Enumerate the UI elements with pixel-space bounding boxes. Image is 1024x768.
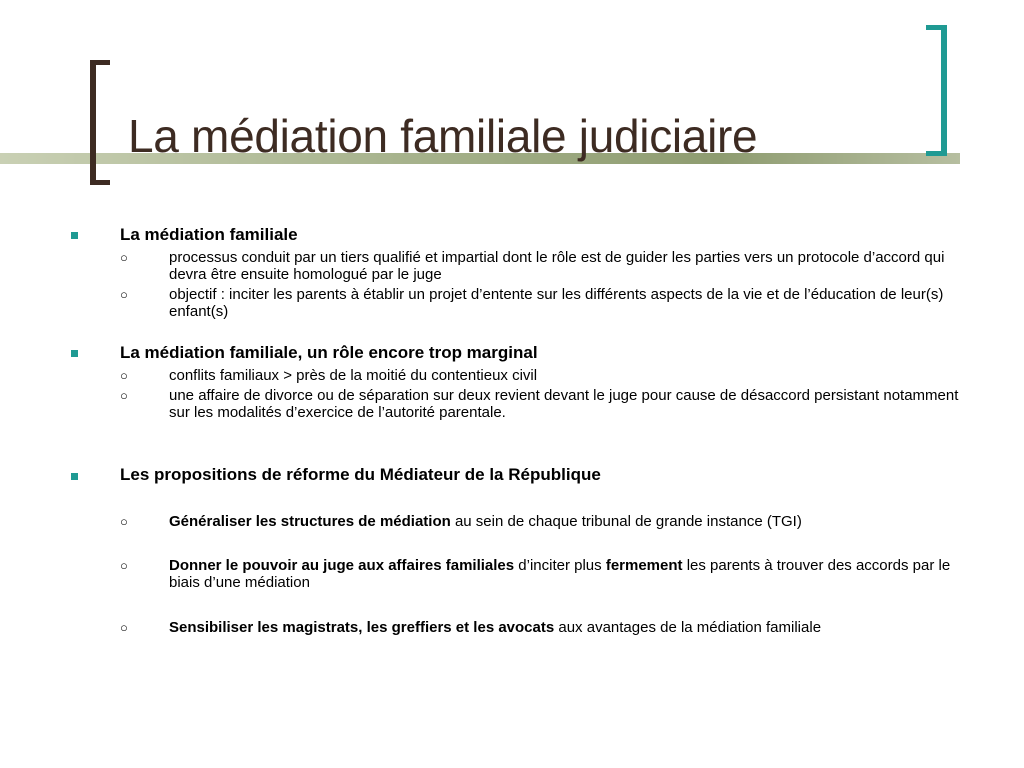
circle-bullet-icon: ○ — [120, 514, 128, 529]
list-item-emphasis: Donner le pouvoir au juge aux affaires familiales — [169, 557, 515, 574]
list-item-text: au sein de chaque tribunal de grande instance (TGI) — [450, 513, 802, 530]
list-item-emphasis: Sensibiliser les magistrats, les greffiers et les avocats — [169, 619, 555, 636]
list-item — [169, 619, 969, 636]
list-item: conflits familiaux > près de la moitié du contentieux civil — [169, 367, 538, 384]
section-heading: La médiation familiale, un rôle encore trop marginal — [120, 343, 538, 362]
list-item: objectif : inciter les parents à établir un projet d’entente sur les différents aspects de la vie et de l’éducation de leur(s) enfant(s) — [169, 286, 944, 320]
square-bullet-icon — [71, 350, 78, 357]
circle-bullet-icon: ○ — [120, 287, 128, 302]
square-bullet-icon — [71, 473, 78, 480]
circle-bullet-icon: ○ — [120, 558, 128, 573]
list-item: une affaire de divorce ou de séparation sur deux revient devant le juge pour cause de désaccord persistant notamment sur les modalités d’exercice de l’autorité parentale. — [169, 387, 959, 421]
circle-bullet-icon: ○ — [120, 368, 128, 383]
circle-bullet-icon: ○ — [120, 620, 128, 635]
list-item-text: aux avantages de la médiation familiale — [554, 619, 822, 636]
list-item: processus conduit par un tiers qualifié et impartial dont le rôle est de guider les parties vers un protocole d’accord qui devra être ensuite homologué par le juge — [169, 249, 945, 283]
right-bracket-decoration — [926, 25, 947, 156]
circle-bullet-icon: ○ — [120, 388, 128, 403]
list-item-emphasis: Généraliser les structures de médiation — [169, 513, 451, 530]
left-bracket-decoration — [90, 60, 110, 185]
square-bullet-icon — [71, 232, 78, 239]
list-item-emphasis: fermement — [605, 557, 683, 574]
list-item-text: les parents à trouver des accords par le biais d’une médiation — [169, 557, 951, 591]
slide-title: La médiation familiale judiciaire — [128, 110, 758, 162]
section-heading: Les propositions de réforme du Médiateur de la République — [120, 465, 601, 484]
list-item — [169, 513, 969, 530]
list-item — [169, 557, 969, 591]
section-heading: La médiation familiale — [120, 225, 298, 244]
circle-bullet-icon: ○ — [120, 250, 128, 265]
list-item-text: d’inciter plus — [514, 557, 606, 574]
